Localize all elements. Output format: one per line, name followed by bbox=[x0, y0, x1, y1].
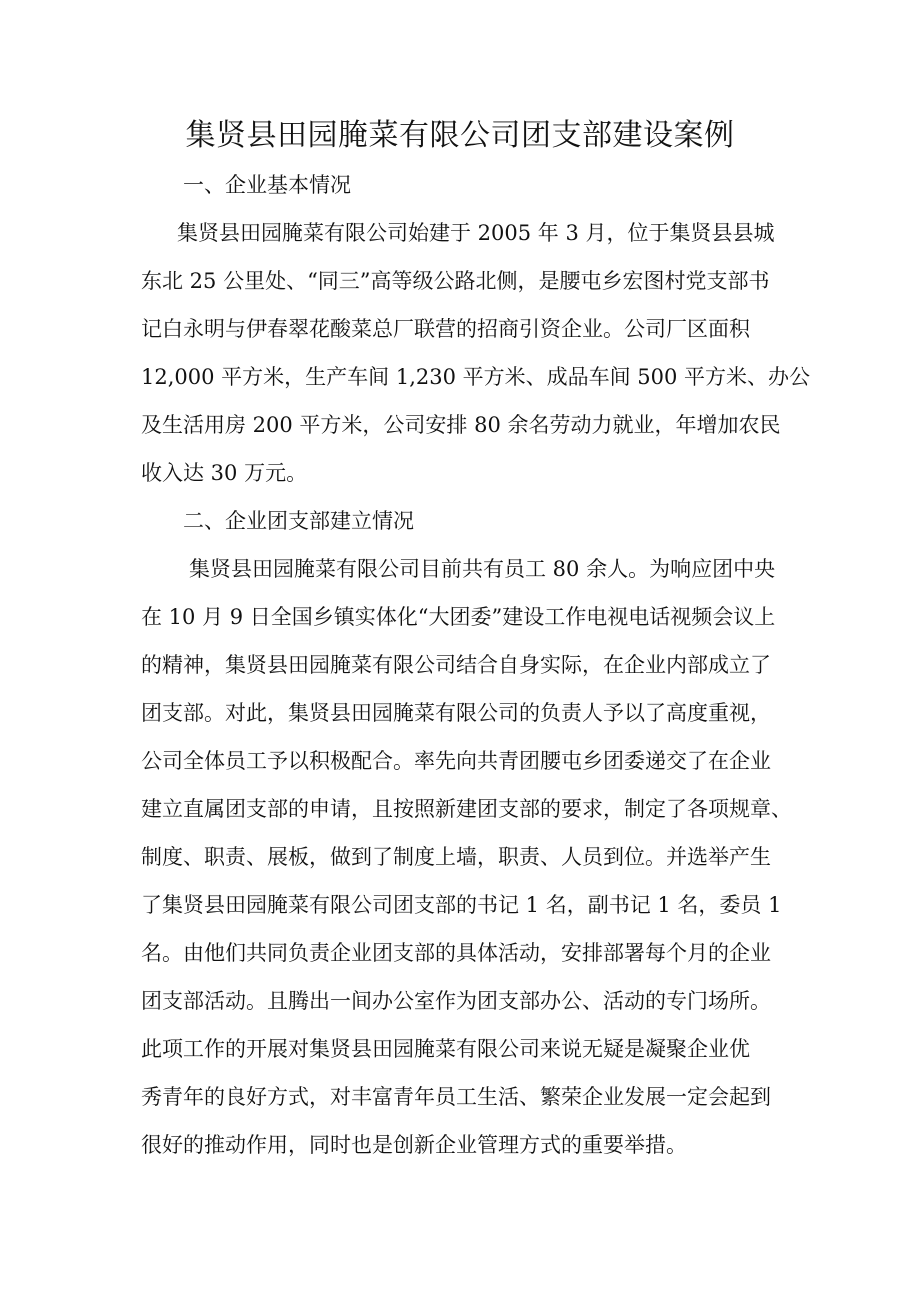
section-1-heading: 一、企业基本情况 bbox=[183, 173, 351, 197]
section-2-line-8: 了集贤县田园腌菜有限公司团支部的书记 1 名，副书记 1 名，委员 1 bbox=[141, 893, 782, 917]
section-2-line-11: 此项工作的开展对集贤县田园腌菜有限公司来说无疑是凝聚企业优 bbox=[141, 1037, 750, 1061]
section-2-line-2: 在 10 月 9 日全国乡镇实体化“大团委”建设工作电视电话视频会议上 bbox=[141, 605, 776, 629]
section-1-line-5: 及生活用房 200 平方米，公司安排 80 余名劳动力就业，年增加农民 bbox=[141, 413, 781, 437]
section-2-line-13: 很好的推动作用，同时也是创新企业管理方式的重要举措。 bbox=[141, 1133, 687, 1157]
section-1-line-2: 东北 25 公里处、“同三”高等级公路北侧，是腰屯乡宏图村党支部书 bbox=[141, 269, 770, 293]
section-2-line-5: 公司全体员工予以积极配合。率先向共青团腰屯乡团委递交了在企业 bbox=[141, 749, 771, 773]
section-2-line-4: 团支部。对此，集贤县田园腌菜有限公司的负责人予以了高度重视， bbox=[141, 701, 771, 725]
section-2-heading: 二、企业团支部建立情况 bbox=[183, 509, 414, 533]
document-title: 集贤县田园腌菜有限公司团支部建设案例 bbox=[185, 118, 735, 153]
section-2-line-10: 团支部活动。且腾出一间办公室作为团支部办公、活动的专门场所。 bbox=[141, 989, 771, 1013]
section-1-line-4: 12,000 平方米，生产车间 1,230 平方米、成品车间 500 平方米、办公 bbox=[141, 365, 811, 389]
section-2-line-1: 集贤县田园腌菜有限公司目前共有员工 80 余人。为响应团中央 bbox=[189, 557, 776, 581]
section-1-line-1: 集贤县田园腌菜有限公司始建于 2005 年 3 月，位于集贤县县城 bbox=[177, 221, 775, 245]
section-1-line-6: 收入达 30 万元。 bbox=[141, 461, 308, 485]
section-1-line-3: 记白永明与伊春翠花酸菜总厂联营的招商引资企业。公司厂区面积 bbox=[141, 317, 750, 341]
section-2-line-7: 制度、职责、展板，做到了制度上墙，职责、人员到位。并选举产生 bbox=[141, 845, 771, 869]
section-2-line-9: 名。由他们共同负责企业团支部的具体活动，安排部署每个月的企业 bbox=[141, 941, 771, 965]
section-2-line-6: 建立直属团支部的申请，且按照新建团支部的要求，制定了各项规章、 bbox=[141, 797, 792, 821]
section-2-line-3: 的精神，集贤县田园腌菜有限公司结合自身实际，在企业内部成立了 bbox=[141, 653, 771, 677]
section-2-line-12: 秀青年的良好方式，对丰富青年员工生活、繁荣企业发展一定会起到 bbox=[141, 1085, 771, 1109]
